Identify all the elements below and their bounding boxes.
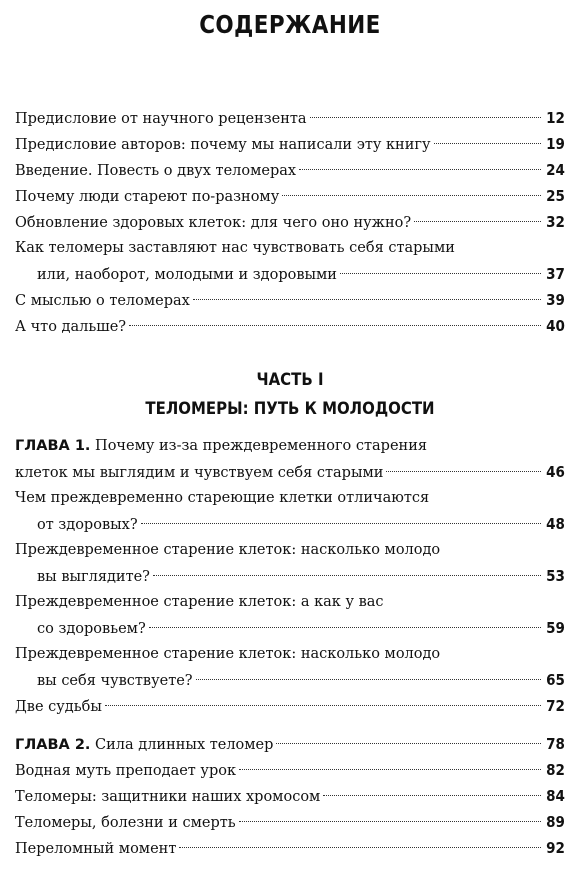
page-number: 46	[546, 463, 565, 481]
page-number: 39	[546, 291, 565, 309]
leader-dots	[239, 768, 541, 770]
page-title: СОДЕРЖАНИЕ	[199, 10, 381, 39]
toc-entry-text: Две судьбы	[15, 699, 102, 715]
page-number: 53	[546, 567, 565, 585]
chapter-label: ГЛАВА 1.	[15, 438, 91, 454]
leader-dots	[323, 794, 541, 796]
toc-entry-text-cont: от здоровых?	[37, 517, 138, 533]
leader-dots	[282, 194, 541, 196]
page-number: 48	[546, 515, 565, 533]
toc-entry-text-cont: вы себя чувствуете?	[37, 673, 193, 689]
leader-dots	[276, 742, 541, 744]
chapter-title-cont: клеток мы выглядим и чувствуем себя старыми	[15, 465, 384, 481]
part-number: ЧАСТЬ I	[256, 370, 324, 390]
leader-dots	[179, 846, 541, 848]
toc-entry-text-cont: вы выглядите?	[37, 569, 150, 585]
page-number: 82	[546, 761, 565, 779]
leader-dots	[414, 220, 541, 222]
page-number: 78	[546, 735, 565, 753]
page-number: 25	[546, 187, 565, 205]
toc-entry[interactable]	[15, 783, 565, 809]
leader-dots	[239, 820, 541, 822]
toc-entry[interactable]	[15, 235, 565, 287]
leader-dots	[310, 116, 542, 118]
toc-entry-text-cont: или, наоборот, молодыми и здоровыми	[37, 267, 337, 283]
toc-entry-text: Водная муть преподает урок	[15, 763, 237, 779]
leader-dots	[153, 574, 541, 576]
leader-dots	[434, 142, 542, 144]
toc-entry-text: Как теломеры заставляют нас чувствовать себя старыми	[15, 240, 455, 256]
toc-entry-text: Преждевременное старение клеток: насколько молодо	[15, 542, 441, 558]
page-number: 12	[546, 109, 565, 127]
toc-entry[interactable]	[15, 157, 565, 183]
leader-dots	[299, 168, 541, 170]
leader-dots	[149, 626, 541, 628]
toc-entry[interactable]	[15, 537, 565, 589]
page-number: 72	[546, 697, 565, 715]
leader-dots	[193, 298, 541, 300]
page-number: 65	[546, 671, 565, 689]
toc-entry-text-cont: со здоровьем?	[37, 621, 146, 637]
toc-entry[interactable]	[15, 209, 565, 235]
leader-dots	[196, 678, 542, 680]
toc-entry[interactable]	[15, 105, 565, 131]
toc-entry[interactable]	[15, 589, 565, 641]
toc-entry-text: Обновление здоровых клеток: для чего оно нужно?	[15, 215, 412, 231]
chapter-title: Сила длинных теломер	[90, 737, 274, 753]
toc-entry-text: Преждевременное старение клеток: а как у вас	[15, 594, 384, 610]
leader-dots	[340, 272, 541, 274]
chapter-entry[interactable]	[15, 433, 565, 485]
page-number: 40	[546, 317, 565, 335]
toc-entry-text: С мыслью о теломерах	[15, 293, 190, 309]
chapter-title: Почему из-за преждевременного старения	[90, 438, 428, 454]
toc-entry-text: Чем преждевременно стареющие клетки отличаются	[15, 490, 430, 506]
toc-entry-text: А что дальше?	[15, 319, 127, 335]
toc-entry[interactable]	[15, 131, 565, 157]
chapter-label: ГЛАВА 2.	[15, 737, 91, 753]
toc-entry[interactable]	[15, 693, 565, 719]
toc-entry-text: Преждевременное старение клеток: насколько молодо	[15, 646, 441, 662]
leader-dots	[141, 522, 542, 524]
leader-dots	[386, 470, 541, 472]
page-number: 19	[546, 135, 565, 153]
toc-entry-text: Почему люди стареют по-разному	[15, 189, 280, 205]
toc-entry[interactable]	[15, 757, 565, 783]
leader-dots	[129, 324, 541, 326]
page-number: 59	[546, 619, 565, 637]
toc-entry-text: Предисловие авторов: почему мы написали эту книгу	[15, 137, 431, 153]
toc-entry-text: Введение. Повесть о двух теломерах	[15, 163, 297, 179]
toc-entry-text: Теломеры: защитники наших хромосом	[15, 789, 321, 805]
page-number: 24	[546, 161, 565, 179]
toc-entry[interactable]	[15, 809, 565, 835]
page-number: 32	[546, 213, 565, 231]
toc-entry[interactable]	[15, 641, 565, 693]
toc-entry[interactable]	[15, 287, 565, 313]
toc-entry-text: Предисловие от научного рецензента	[15, 111, 307, 127]
page-number: 92	[546, 839, 565, 857]
toc-entry[interactable]	[15, 485, 565, 537]
toc-entry-text: Теломеры, болезни и смерть	[15, 815, 236, 831]
page-number: 37	[546, 265, 565, 283]
toc-entry[interactable]	[15, 835, 565, 861]
page-number: 84	[546, 787, 565, 805]
toc-entry-text: Переломный момент	[15, 841, 177, 857]
part-title: ТЕЛОМЕРЫ: ПУТЬ К МОЛОДОСТИ	[145, 399, 435, 419]
chapter-entry[interactable]	[15, 731, 565, 757]
toc-entry[interactable]	[15, 313, 565, 339]
page-number: 89	[546, 813, 565, 831]
toc-entry[interactable]	[15, 183, 565, 209]
leader-dots	[105, 704, 541, 706]
